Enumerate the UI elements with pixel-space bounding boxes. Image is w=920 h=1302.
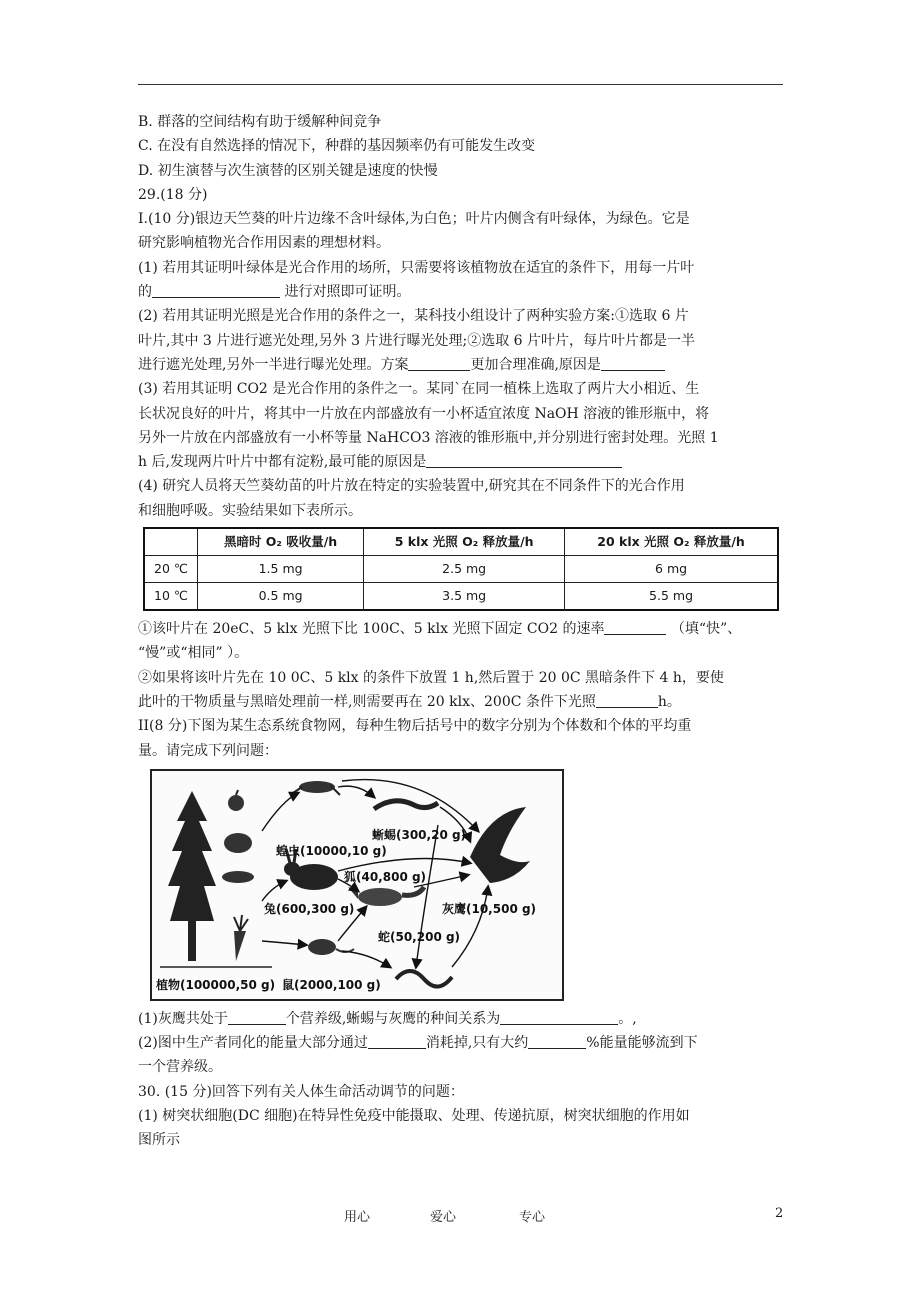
answer-blank[interactable] — [426, 452, 622, 468]
text: 更加合理准确,原因是 — [470, 356, 601, 373]
shrub-icon — [222, 833, 254, 883]
table-header-cell: 5 klx 光照 O₂ 释放量/h — [364, 528, 565, 556]
eagle-icon — [470, 807, 530, 883]
table-cell: 10 ℃ — [144, 583, 198, 611]
table-row — [144, 556, 778, 583]
results-table — [143, 527, 779, 611]
answer-blank[interactable] — [528, 1033, 586, 1049]
text: 的 — [138, 284, 152, 301]
answer-blank[interactable] — [596, 692, 658, 708]
footer-word-3: 专心 — [519, 1210, 546, 1225]
table-header-cell: 20 klx 光照 O₂ 释放量/h — [565, 528, 778, 556]
arrow-locust-lizard — [338, 786, 374, 797]
text: （填“快”、 — [666, 621, 742, 638]
q29-1-line2 — [138, 280, 783, 304]
lizard-label: 蜥蜴(300,20 g) — [372, 827, 467, 842]
table-cell: 5.5 mg — [565, 583, 778, 611]
q29-4-1-line2: “慢”或“相同” ）。 — [138, 645, 249, 662]
arrow-plant-mouse — [262, 941, 306, 945]
q29-2-line3 — [138, 353, 783, 377]
table-cell: 3.5 mg — [364, 583, 565, 611]
q29-1-line1: (1) 若用其证明叶绿体是光合作用的场所，只需要将该植物放在适宜的条件下，用每一片叶 — [138, 259, 695, 276]
arrow-mouse-snake — [342, 951, 390, 967]
header-rule — [138, 84, 783, 85]
q29-ii-line1: II(8 分)下图为某生态系统食物网，每种生物后括号中的数字分别为个体数和个体的平均重 — [138, 718, 692, 735]
q29-3-line1: (3) 若用其证明 CO2 是光合作用的条件之一。某同`在同一植株上选取了两片大小相近、生 — [138, 381, 700, 398]
food-web-figure — [150, 769, 564, 1001]
table-header-cell — [144, 528, 198, 556]
table-row — [144, 583, 778, 611]
table-header-cell: 黑暗时 O₂ 吸收量/h — [198, 528, 364, 556]
snake-icon — [396, 971, 452, 987]
table-cell: 2.5 mg — [364, 556, 565, 583]
locust-label: 蝗虫(10000,10 g) — [276, 843, 387, 858]
q29-4-line2: 和细胞呼吸。实验结果如下表所示。 — [138, 502, 362, 519]
q-ii-2-line2: 一个营养级。 — [138, 1059, 222, 1076]
q30-1-line2: 图所示 — [138, 1132, 180, 1149]
fox-icon — [348, 887, 424, 906]
text: ①该叶片在 20eC、5 klx 光照下比 100C、5 klx 光照下固定 CO2 的速率 — [138, 621, 605, 638]
q-ii-2-line1 — [138, 1031, 783, 1055]
text: %能量能够流到下 — [586, 1035, 698, 1052]
rabbit-label: 兔(600,300 g) — [264, 901, 355, 916]
option-d: D. 初生演替与次生演替的区别关键是速度的快慢 — [138, 162, 438, 179]
plant-label: 植物(100000,50 g) — [156, 977, 276, 992]
text: (2)图中生产者同化的能量大部分通过 — [138, 1035, 368, 1052]
answer-blank[interactable] — [408, 355, 470, 371]
q29-3-line3: 另外一片放在内部盛放有一小杯等量 NaHCO3 溶液的锥形瓶中,并分别进行密封处理。光照 1 — [138, 429, 719, 446]
text: h。 — [657, 693, 681, 710]
table-cell: 6 mg — [565, 556, 778, 583]
text: 进行对照即可证明。 — [280, 284, 411, 301]
table-cell: 0.5 mg — [198, 583, 364, 611]
document-body — [138, 110, 783, 1153]
mouse-icon — [308, 939, 354, 955]
snake-label: 蛇(50,200 g) — [378, 929, 461, 944]
text: 进行遮光处理,另外一半进行曝光处理。方案 — [138, 356, 409, 373]
q29-ii-line2: 量。请完成下列问题： — [138, 742, 278, 759]
q29-2-line2: 叶片,其中 3 片进行遮光处理,另外 3 片进行曝光处理;②选取 6 片叶片，每片叶片都是一半 — [138, 332, 696, 349]
q29-4-2-line2 — [138, 690, 783, 714]
footer-word-2: 爱心 — [430, 1210, 457, 1225]
page-number: 2 — [775, 1206, 784, 1221]
answer-blank[interactable] — [368, 1033, 426, 1049]
q29-2-line1: (2) 若用其证明光照是光合作用的条件之一，某科技小组设计了两种实验方案:①选取 6 片 — [138, 308, 689, 325]
q29-part-i-line1: I.(10 分)银边天竺葵的叶片边缘不含叶绿体,为白色；叶片内侧含有叶绿体，为绿色。它是 — [138, 211, 690, 228]
text: 消耗掉,只有大约 — [425, 1035, 529, 1052]
table-cell: 20 ℃ — [144, 556, 198, 583]
text: (1)灰鹰共处于 — [138, 1010, 228, 1027]
page-footer — [0, 1206, 920, 1226]
apple-icon — [228, 790, 244, 811]
question-29-heading: 29.(18 分) — [138, 186, 208, 203]
lizard-icon — [374, 801, 438, 809]
q29-4-line1: (4) 研究人员将天竺葵幼苗的叶片放在特定的实验装置中,研究其在不同条件下的光合作用 — [138, 478, 685, 495]
option-b: B. 群落的空间结构有助于缓解种间竞争 — [138, 114, 382, 130]
q-ii-1 — [138, 1007, 783, 1031]
tree-icon — [168, 791, 216, 961]
table-header-row — [144, 528, 778, 556]
q29-4-2-line1: ②如果将该叶片先在 10 0C、5 klx 的条件下放置 1 h,然后置于 20 0C 黑暗条件下 4 h，要使 — [138, 669, 724, 686]
text: 个营养级,蜥蜴与灰鹰的种间关系为 — [285, 1010, 501, 1027]
question-30-heading: 30. (15 分)回答下列有关人体生命活动调节的问题： — [138, 1083, 464, 1100]
eagle-label: 灰鹰(10,500 g) — [442, 901, 537, 916]
footer-word-1: 用心 — [344, 1210, 371, 1225]
text: h 后,发现两片叶片中都有淀粉,最可能的原因是 — [138, 454, 427, 471]
text: 此叶的干物质量与黑暗处理前一样,则需要再在 20 klx、200C 条件下光照 — [138, 693, 596, 710]
answer-blank[interactable] — [601, 355, 665, 371]
q29-4-1-line1 — [138, 617, 783, 641]
q29-3-line2: 长状况良好的叶片，将其中一片放在内部盛放有一小杯适宜浓度 NaOH 溶液的锥形瓶中，将 — [138, 405, 710, 422]
mouse-label: 鼠(2000,100 g) — [282, 977, 381, 992]
option-c: C. 在没有自然选择的情况下，种群的基因频率仍有可能发生改变 — [138, 138, 536, 155]
q29-part-i-line2: 研究影响植物光合作用因素的理想材料。 — [138, 235, 390, 252]
fox-label: 狐(40,800 g) — [344, 869, 427, 884]
answer-blank[interactable] — [500, 1009, 618, 1025]
q30-1-line1: (1) 树突状细胞(DC 细胞)在特异性免疫中能摄取、处理、传递抗原，树突状细胞的作用如 — [138, 1108, 690, 1125]
carrot-icon — [234, 915, 248, 961]
answer-blank[interactable] — [152, 282, 280, 298]
arrow-plant-locust — [262, 793, 298, 831]
answer-blank[interactable] — [604, 619, 666, 635]
q29-3-line4 — [138, 450, 783, 474]
table-cell: 1.5 mg — [198, 556, 364, 583]
answer-blank[interactable] — [228, 1009, 286, 1025]
text: 。, — [618, 1010, 637, 1027]
